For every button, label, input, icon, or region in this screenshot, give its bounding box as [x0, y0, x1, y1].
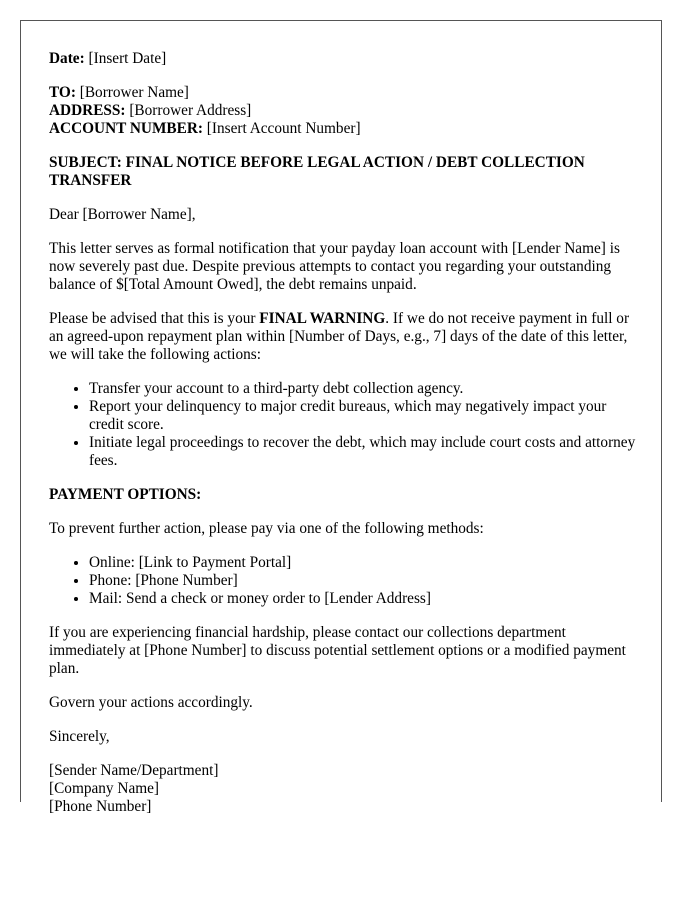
greeting: Dear [Borrower Name],	[49, 206, 196, 223]
letter-body	[49, 50, 639, 832]
account-line	[49, 120, 639, 138]
to-value: [Borrower Name]	[75, 84, 189, 101]
final-warning-intro: Please be advised that this is your	[49, 310, 260, 327]
account-label: ACCOUNT NUMBER:	[49, 120, 203, 137]
to-line	[49, 84, 639, 102]
signature-block	[49, 762, 639, 816]
address-value: [Borrower Address]	[125, 102, 252, 119]
paragraph-govern: Govern your actions accordingly.	[49, 694, 253, 711]
list-item: • Initiate legal proceedings to recover the debt, which may include court costs and attorney fees.	[89, 434, 639, 470]
date-line	[49, 50, 639, 68]
paragraph-hardship: If you are experiencing financial hardship, please contact our collections department immediately at [Phone Number] to discuss potential settlement options or a modified payment plan.	[49, 624, 626, 677]
to-label: TO:	[49, 84, 76, 101]
list-item: • Phone: [Phone Number]	[89, 572, 639, 590]
closing: Sincerely,	[49, 728, 110, 745]
signature-sender: [Sender Name/Department]	[49, 762, 219, 779]
payment-options-heading	[49, 486, 639, 504]
date-value: [Insert Date]	[84, 50, 167, 67]
payment-intro: To prevent further action, please pay via one of the following methods:	[49, 520, 484, 537]
letter-page	[20, 20, 662, 815]
final-warning-emphasis: FINAL WARNING	[259, 310, 386, 327]
list-item: • Mail: Send a check or money order to [Lender Address]	[89, 590, 639, 608]
address-line	[49, 102, 639, 120]
actions-list	[49, 380, 639, 470]
date-label: Date:	[49, 50, 85, 67]
payment-options-heading-text: PAYMENT OPTIONS:	[49, 486, 202, 503]
signature-phone: [Phone Number]	[49, 798, 152, 815]
recipient-block	[49, 84, 639, 138]
list-item: • Report your delinquency to major credit bureaus, which may negatively impact your credit score.	[89, 398, 639, 434]
account-value: [Insert Account Number]	[202, 120, 361, 137]
subject-line	[49, 154, 639, 190]
payment-methods-list	[49, 554, 639, 608]
list-item: • Transfer your account to a third-party debt collection agency.	[89, 380, 639, 398]
signature-company: [Company Name]	[49, 780, 160, 797]
final-warning-rest: . If we do not receive payment in full or an agreed-upon repayment plan within [Number of Days, e.g., 7] days of the date of this letter, we will take the following actions:	[49, 310, 630, 363]
subject-text: SUBJECT: FINAL NOTICE BEFORE LEGAL ACTION / DEBT COLLECTION TRANSFER	[49, 154, 585, 189]
paragraph-final-warning	[49, 310, 639, 364]
paragraph-notification: This letter serves as formal notification that your payday loan account with [Lender Name] is now severely past due. Despite previous attempts to contact you regarding your outstanding balance of $[Total Amount Owed], the debt remains unpaid.	[49, 240, 620, 293]
address-label: ADDRESS:	[49, 102, 126, 119]
list-item: • Online: [Link to Payment Portal]	[89, 554, 639, 572]
